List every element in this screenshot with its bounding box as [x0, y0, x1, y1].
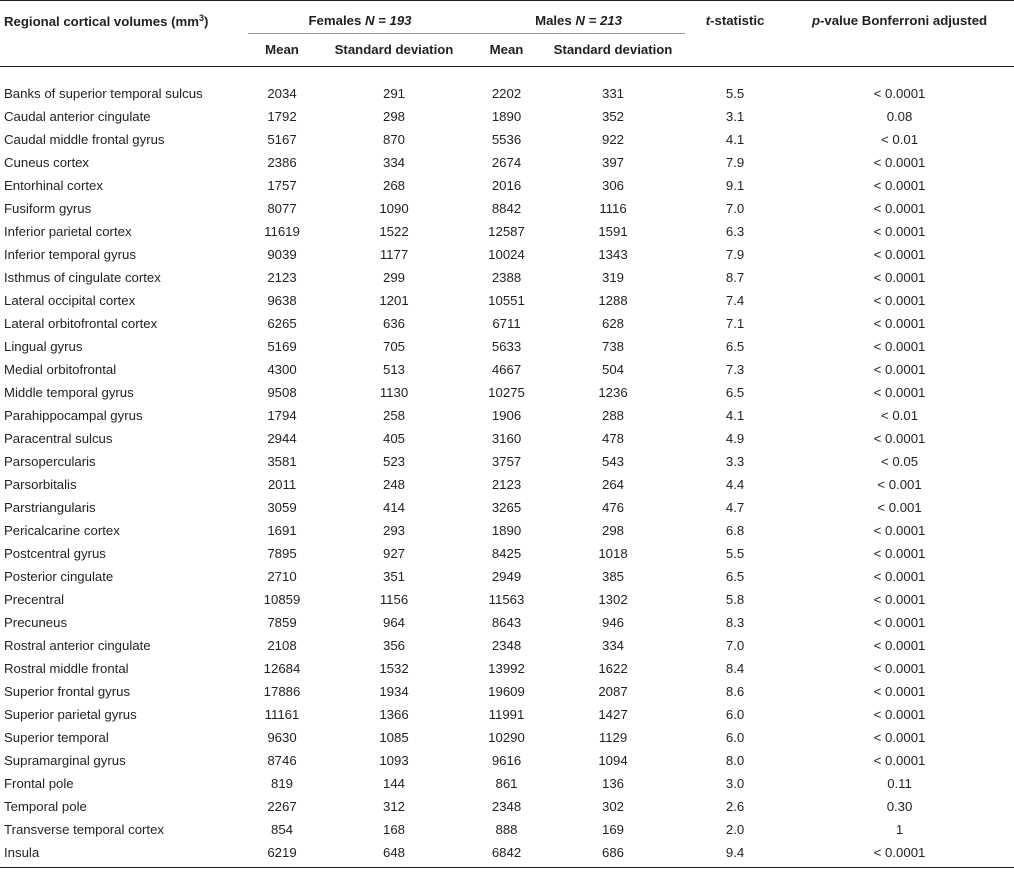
male-sd-cell: 306 [602, 177, 625, 193]
male-sd-cell: 543 [602, 453, 625, 469]
region-cell: Inferior parietal cortex [4, 223, 132, 239]
female-mean-cell: 2710 [267, 568, 297, 584]
t-statistic-cell: 7.9 [725, 246, 745, 262]
p-value-cell: < 0.0001 [873, 614, 926, 630]
table-row [0, 634, 1014, 657]
female-sd-cell: 268 [383, 177, 406, 193]
p-value-cell: < 0.0001 [873, 154, 926, 170]
male-mean-cell: 5536 [491, 131, 522, 147]
table-row [0, 151, 1014, 174]
region-cell: Pericalcarine cortex [4, 522, 120, 538]
female-sd-cell: 414 [383, 499, 406, 515]
t-statistic-cell: 9.4 [685, 841, 785, 868]
female-mean-cell: 819 [270, 775, 293, 791]
male-mean-cell: 10024 [488, 246, 525, 262]
t-statistic-cell: 6.0 [725, 706, 745, 722]
male-sd-cell: 397 [602, 154, 625, 170]
t-statistic-cell: 3.1 [725, 108, 745, 124]
female-mean-cell: 5167 [267, 131, 297, 147]
p-value-cell: < 0.0001 [873, 384, 926, 400]
female-mean-cell: 1691 [267, 522, 297, 538]
male-mean-cell: 3757 [491, 453, 522, 469]
t-statistic-cell: 6.0 [725, 729, 745, 745]
p-value-cell: < 0.0001 [873, 315, 926, 331]
male-mean-cell: 11991 [488, 706, 525, 722]
t-statistic-cell: 2.6 [725, 798, 745, 814]
male-mean-cell: 4667 [491, 361, 522, 377]
male-sd-cell: 1236 [598, 384, 628, 400]
female-mean-cell: 12684 [263, 660, 301, 676]
female-mean-cell: 7859 [267, 614, 297, 630]
female-sd-cell: 334 [383, 154, 406, 170]
male-mean-cell: 12587 [488, 223, 525, 239]
male-mean-cell: 10551 [488, 292, 525, 308]
female-sd-cell: 291 [383, 85, 406, 101]
p-value-cell: < 0.0001 [873, 637, 926, 653]
region-cell: Insula [0, 841, 248, 868]
region-cell: Temporal pole [4, 798, 87, 814]
table-row [0, 105, 1014, 128]
male-mean-cell: 2949 [491, 568, 522, 584]
region-cell: Precuneus [4, 614, 68, 630]
female-sd-cell: 405 [383, 430, 406, 446]
male-mean-cell: 9616 [491, 752, 522, 768]
table-row [0, 128, 1014, 151]
t-statistic-cell: 8.7 [725, 269, 745, 285]
male-sd-cell: 1129 [598, 729, 628, 745]
table-row [0, 726, 1014, 749]
male-mean-cell: 8425 [491, 545, 522, 561]
females-sd-header: Standard deviation [334, 42, 454, 57]
male-sd-cell: 476 [602, 499, 625, 515]
female-sd-cell: 144 [383, 775, 406, 791]
table-row [0, 841, 1014, 868]
male-mean-cell: 8643 [491, 614, 522, 630]
male-mean-cell: 8842 [491, 200, 522, 216]
male-sd-cell: 331 [602, 85, 625, 101]
female-mean-cell: 17886 [263, 683, 301, 699]
region-cell: Banks of superior temporal sulcus [4, 85, 203, 101]
t-statistic-cell: 4.4 [725, 476, 745, 492]
region-column-header: Regional cortical volumes $(mm^3)$ [0, 1, 248, 66]
female-sd-cell: 1130 [379, 384, 409, 400]
female-mean-cell: 8746 [267, 752, 297, 768]
male-sd-cell: 264 [602, 476, 625, 492]
female-mean-cell: 7895 [267, 545, 297, 561]
female-sd-cell: 705 [383, 338, 406, 354]
male-sd-cell: 169 [602, 821, 625, 837]
p-value-cell: < 0.0001 [873, 177, 926, 193]
region-cell: Lingual gyrus [4, 338, 83, 354]
region-cell: Entorhinal cortex [4, 177, 103, 193]
female-sd-cell: 1934 [379, 683, 409, 699]
female-mean-cell: 1792 [267, 108, 297, 124]
male-sd-cell: 319 [602, 269, 625, 285]
table-row [0, 312, 1014, 335]
male-sd-cell: 686 [541, 841, 685, 868]
male-sd-cell: 1343 [598, 246, 628, 262]
female-mean-cell: 5169 [267, 338, 297, 354]
table-row [0, 588, 1014, 611]
female-sd-cell: 1366 [379, 706, 409, 722]
p-value-cell: < 0.0001 [873, 729, 926, 745]
region-cell: Parahippocampal gyrus [4, 407, 143, 423]
female-sd-cell: 1522 [379, 223, 409, 239]
table-body [0, 66, 1014, 867]
table-row [0, 289, 1014, 312]
female-mean-cell: 3059 [267, 499, 297, 515]
t-statistic-cell: 2.0 [725, 821, 745, 837]
region-cell: Postcentral gyrus [4, 545, 106, 561]
p-value-cell: < 0.0001 [873, 706, 926, 722]
table-row [0, 174, 1014, 197]
p-value-cell: < 0.0001 [873, 522, 926, 538]
male-sd-cell: 298 [602, 522, 625, 538]
males-mean-header: Mean [489, 42, 524, 57]
female-mean-cell: 10859 [263, 591, 301, 607]
p-value-cell: < 0.0001 [873, 292, 926, 308]
male-mean-cell: 5633 [491, 338, 522, 354]
female-mean-cell: 6265 [267, 315, 297, 331]
female-sd-cell: 293 [383, 522, 406, 538]
female-sd-cell: 513 [383, 361, 406, 377]
table-row [0, 818, 1014, 841]
male-sd-cell: 504 [602, 361, 625, 377]
female-mean-cell: 4300 [267, 361, 297, 377]
p-value-cell: < 0.0001 [873, 338, 926, 354]
female-sd-cell: 258 [383, 407, 406, 423]
table-row [0, 680, 1014, 703]
female-mean-cell: 2267 [267, 798, 297, 814]
p-value-cell: < 0.0001 [873, 683, 926, 699]
male-mean-cell: 1890 [491, 108, 522, 124]
male-mean-cell: 3160 [491, 430, 522, 446]
t-statistic-cell: 7.9 [725, 154, 745, 170]
male-sd-cell: 302 [602, 798, 625, 814]
male-sd-cell: 1018 [598, 545, 628, 561]
t-statistic-cell: 8.3 [725, 614, 745, 630]
p-value-cell: < 0.01 [881, 407, 919, 423]
table-row [0, 657, 1014, 680]
females-mean-header: Mean [265, 42, 299, 57]
male-mean-cell: 1906 [491, 407, 522, 423]
male-sd-cell: 1288 [598, 292, 628, 308]
p-value-cell: < 0.0001 [873, 591, 926, 607]
male-sd-cell: 1622 [598, 660, 628, 676]
female-sd-cell: 168 [383, 821, 406, 837]
female-sd-cell: 1085 [379, 729, 409, 745]
female-sd-cell: 312 [383, 798, 406, 814]
region-cell: Caudal middle frontal gyrus [4, 131, 165, 147]
t-statistic-cell: 5.5 [725, 545, 745, 561]
table-row [0, 450, 1014, 473]
table-row [0, 427, 1014, 450]
male-mean-cell: 13992 [488, 660, 525, 676]
male-mean-cell: 2123 [491, 476, 522, 492]
p-value-cell: < 0.0001 [873, 269, 926, 285]
female-mean-cell: 11161 [264, 706, 300, 722]
female-sd-cell: 1201 [379, 292, 409, 308]
t-statistic-cell: 8.6 [725, 683, 745, 699]
female-mean-cell: 2386 [267, 154, 297, 170]
male-sd-cell: 628 [602, 315, 625, 331]
t-statistic-cell: 5.8 [725, 591, 745, 607]
female-mean-cell: 11619 [264, 223, 300, 239]
p-value-cell: 0.08 [886, 108, 913, 124]
table-row [0, 519, 1014, 542]
female-mean-cell: 8077 [267, 200, 297, 216]
male-mean-cell: 2388 [491, 269, 522, 285]
t-statistic-cell: 8.0 [725, 752, 745, 768]
region-cell: Frontal pole [4, 775, 74, 791]
t-statistic-cell: 4.1 [725, 131, 745, 147]
female-mean-cell: 9508 [267, 384, 297, 400]
female-sd-cell: 298 [383, 108, 406, 124]
male-mean-cell: 1890 [491, 522, 522, 538]
t-statistic-cell: 7.1 [725, 315, 745, 331]
female-mean-cell: 9630 [267, 729, 297, 745]
male-sd-cell: 946 [602, 614, 625, 630]
p-value-cell: < 0.0001 [873, 545, 926, 561]
region-cell: Superior parietal gyrus [4, 706, 137, 722]
male-mean-cell: 6842 [472, 841, 541, 868]
female-mean-cell: 1757 [267, 177, 297, 193]
table-row [0, 381, 1014, 404]
t-statistic-cell: 8.4 [725, 660, 745, 676]
female-sd-cell: 636 [383, 315, 406, 331]
female-sd-cell: 1532 [379, 660, 409, 676]
p-value-cell: 0.30 [886, 798, 913, 814]
males-sd-header: Standard deviation [553, 42, 673, 57]
t-statistic-cell: 6.5 [725, 338, 745, 354]
p-value-cell: < 0.0001 [873, 361, 926, 377]
female-sd-cell: 648 [316, 841, 472, 868]
p-value-header: p-value Bonferroni adjusted [785, 1, 1014, 66]
male-mean-cell: 2016 [491, 177, 522, 193]
p-value-cell: < 0.0001 [873, 568, 926, 584]
male-mean-cell: 10290 [488, 729, 525, 745]
table-row [0, 749, 1014, 772]
table-row [0, 243, 1014, 266]
male-mean-cell: 3265 [491, 499, 522, 515]
female-sd-cell: 1156 [379, 591, 409, 607]
male-sd-cell: 1427 [598, 706, 628, 722]
t-statistic-cell: 6.5 [725, 568, 745, 584]
p-value-cell: 0.11 [887, 775, 912, 791]
t-statistic-cell: 6.8 [725, 522, 745, 538]
female-mean-cell: 1794 [267, 407, 297, 423]
p-value-cell: < 0.0001 [873, 660, 926, 676]
region-cell: Rostral middle frontal [4, 660, 129, 676]
male-sd-cell: 334 [602, 637, 625, 653]
region-cell: Paracentral sulcus [4, 430, 113, 446]
male-mean-cell: 19609 [488, 683, 525, 699]
region-cell: Precentral [4, 591, 65, 607]
region-cell: Rostral anterior cingulate [4, 637, 151, 653]
p-value-cell: < 0.0001 [785, 841, 1014, 868]
t-statistic-cell: 7.0 [725, 637, 745, 653]
male-mean-cell: 861 [495, 775, 518, 791]
table-header [0, 1, 1014, 67]
region-cell: Lateral orbitofrontal cortex [4, 315, 158, 331]
table-row [0, 496, 1014, 519]
region-cell: Parsorbitalis [4, 476, 77, 492]
male-mean-cell: 2202 [491, 85, 522, 101]
region-cell: Posterior cingulate [4, 568, 114, 584]
female-sd-cell: 870 [383, 131, 406, 147]
p-value-cell: < 0.05 [881, 453, 919, 469]
region-cell: Parsopercularis [4, 453, 96, 469]
t-statistic-cell: 3.3 [725, 453, 745, 469]
male-sd-cell: 738 [602, 338, 625, 354]
male-sd-cell: 1302 [598, 591, 628, 607]
male-mean-cell: 2348 [491, 637, 522, 653]
region-cell: Fusiform gyrus [4, 200, 92, 216]
region-cell: Inferior temporal gyrus [4, 246, 136, 262]
t-statistic-header: t-statistic [685, 1, 785, 66]
p-value-cell: < 0.001 [877, 476, 922, 492]
male-sd-cell: 922 [602, 131, 625, 147]
female-mean-cell: 2108 [267, 637, 297, 653]
region-cell: Caudal anterior cingulate [4, 108, 151, 124]
male-sd-cell: 288 [602, 407, 625, 423]
female-sd-cell: 1093 [379, 752, 409, 768]
males-group-header: Males N = 213 [472, 1, 685, 34]
t-statistic-cell: 7.3 [725, 361, 745, 377]
female-sd-cell: 1177 [379, 246, 409, 262]
t-statistic-cell: 7.4 [725, 292, 745, 308]
region-cell: Isthmus of cingulate cortex [4, 269, 161, 285]
male-mean-cell: 6711 [492, 315, 521, 331]
t-statistic-cell: 4.9 [725, 430, 745, 446]
table-row [0, 473, 1014, 496]
female-mean-cell: 6219 [248, 841, 316, 868]
female-mean-cell: 3581 [267, 453, 297, 469]
male-sd-cell: 1094 [598, 752, 628, 768]
female-sd-cell: 248 [383, 476, 406, 492]
female-mean-cell: 2123 [267, 269, 297, 285]
t-statistic-cell: 6.5 [725, 384, 745, 400]
females-group-header: Females N = 193 [248, 1, 472, 34]
female-mean-cell: 2034 [267, 85, 297, 101]
region-cell: Superior temporal [4, 729, 109, 745]
table-row [0, 542, 1014, 565]
region-cell: Medial orbitofrontal [4, 361, 117, 377]
male-mean-cell: 2674 [491, 154, 522, 170]
female-sd-cell: 299 [383, 269, 406, 285]
p-value-cell: < 0.0001 [873, 200, 926, 216]
male-sd-cell: 1591 [598, 223, 628, 239]
p-value-cell: < 0.01 [881, 131, 919, 147]
table-row [0, 266, 1014, 289]
female-sd-cell: 356 [383, 637, 406, 653]
table-row [0, 82, 1014, 105]
t-statistic-cell: 4.1 [725, 407, 745, 423]
p-value-cell: < 0.0001 [873, 752, 926, 768]
table-row [0, 220, 1014, 243]
table-row [0, 795, 1014, 818]
table-row [0, 611, 1014, 634]
female-mean-cell: 2011 [267, 476, 297, 492]
region-cell: Superior frontal gyrus [4, 683, 131, 699]
region-cell: Cuneus cortex [4, 154, 90, 170]
female-sd-cell: 1090 [379, 200, 409, 216]
region-cell: Parstriangularis [4, 499, 96, 515]
table-row [0, 404, 1014, 427]
male-mean-cell: 2348 [491, 798, 522, 814]
female-sd-cell: 523 [383, 453, 406, 469]
t-statistic-cell: 4.7 [725, 499, 745, 515]
t-statistic-cell: 7.0 [725, 200, 745, 216]
p-value-cell: < 0.0001 [873, 85, 926, 101]
table-row [0, 772, 1014, 795]
p-value-cell: < 0.0001 [873, 430, 926, 446]
male-sd-cell: 478 [602, 430, 625, 446]
table-row [0, 335, 1014, 358]
female-mean-cell: 9638 [267, 292, 297, 308]
p-value-cell: 1 [895, 821, 904, 837]
male-sd-cell: 352 [602, 108, 625, 124]
p-value-cell: < 0.0001 [873, 246, 926, 262]
male-mean-cell: 11563 [488, 591, 525, 607]
male-sd-cell: 1116 [599, 200, 627, 216]
region-cell: Supramarginal gyrus [4, 752, 126, 768]
t-statistic-cell: 9.1 [725, 177, 745, 193]
table-row [0, 565, 1014, 588]
male-sd-cell: 136 [602, 775, 625, 791]
p-value-cell: < 0.0001 [873, 223, 926, 239]
table-row [0, 358, 1014, 381]
t-statistic-cell: 3.0 [725, 775, 745, 791]
region-cell: Lateral occipital cortex [4, 292, 136, 308]
male-mean-cell: 888 [495, 821, 518, 837]
female-mean-cell: 9039 [267, 246, 297, 262]
t-statistic-cell: 5.5 [725, 85, 745, 101]
male-mean-cell: 10275 [488, 384, 525, 400]
female-sd-cell: 351 [383, 568, 406, 584]
table-row [0, 197, 1014, 220]
female-mean-cell: 854 [270, 821, 293, 837]
t-statistic-cell: 6.3 [725, 223, 745, 239]
region-cell: Transverse temporal cortex [4, 821, 165, 837]
male-sd-cell: 2087 [598, 683, 628, 699]
male-sd-cell: 385 [602, 568, 625, 584]
female-sd-cell: 927 [383, 545, 406, 561]
region-cell: Middle temporal gyrus [4, 384, 134, 400]
table-row [0, 703, 1014, 726]
female-sd-cell: 964 [383, 614, 406, 630]
p-value-cell: < 0.001 [877, 499, 922, 515]
female-mean-cell: 2944 [267, 430, 297, 446]
